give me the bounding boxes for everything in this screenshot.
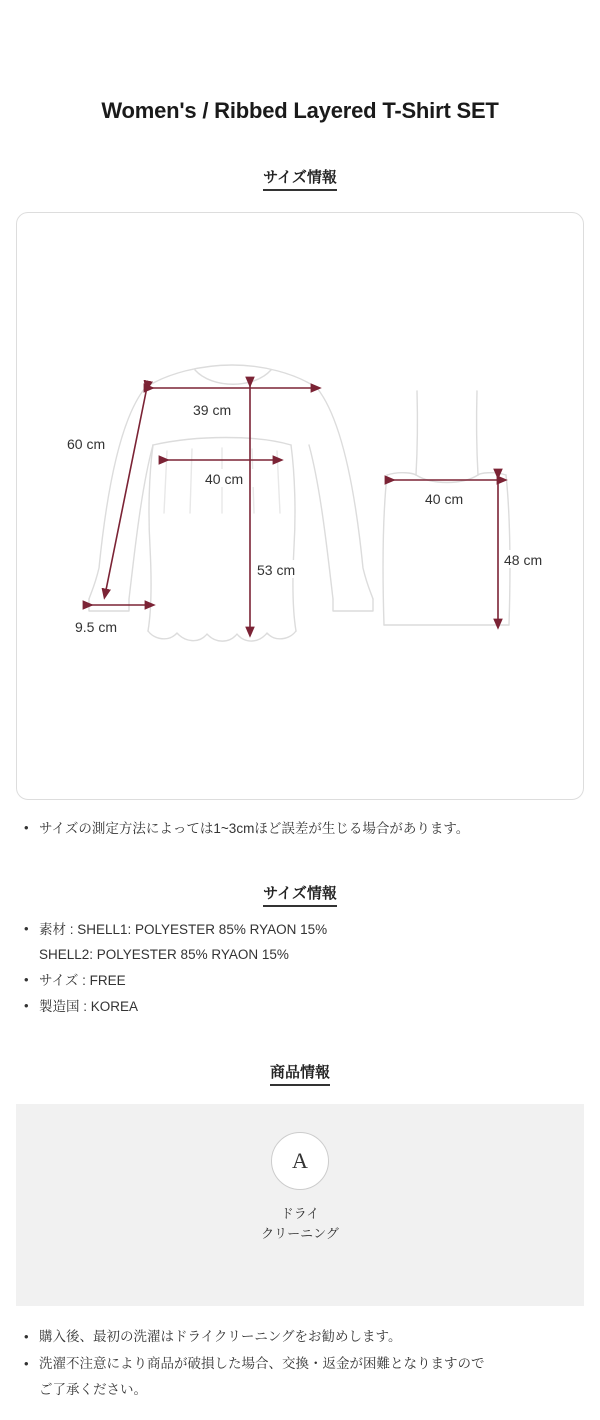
origin-text: 製造国 : KOREA <box>39 998 139 1014</box>
section-heading-product-info <box>16 1061 584 1082</box>
size-chart-diagram <box>16 212 584 800</box>
care-note-2-line2: ご了承ください。 <box>39 1381 147 1397</box>
measure-label-60cm: 60 cm <box>67 436 106 452</box>
section-heading-material-label: サイズ情報 <box>263 885 337 907</box>
care-note-2: 洗濯不注意により商品が破損した場合、交換・返金が困難となりますので <box>39 1355 485 1371</box>
list-item <box>21 917 584 968</box>
list-item <box>21 1351 584 1404</box>
measure-label-53cm: 53 cm <box>257 562 296 578</box>
size-notes-list <box>16 816 584 842</box>
measure-label-40cm-left: 40 cm <box>205 471 244 487</box>
dry-clean-icon <box>271 1132 329 1190</box>
measure-label-39cm: 39 cm <box>193 402 232 418</box>
care-inner <box>16 1132 584 1244</box>
measure-label-95cm: 9.5 cm <box>75 619 118 635</box>
care-note-1: 購入後、最初の洗濯はドライクリーニングをお勧めします。 <box>39 1329 402 1345</box>
care-instruction-panel <box>16 1104 584 1306</box>
list-item <box>21 1324 584 1350</box>
material-list <box>16 917 584 1020</box>
size-text: サイズ : FREE <box>39 972 126 988</box>
material-text-line2: SHELL2: POLYESTER 85% RYAON 15% <box>39 947 289 963</box>
material-text: 素材 : SHELL1: POLYESTER 85% RYAON 15% <box>39 921 328 937</box>
measure-label-40cm-right: 40 cm <box>425 491 464 507</box>
section-heading-size-info-label: サイズ情報 <box>263 169 337 191</box>
section-heading-product-info-label: 商品情報 <box>270 1064 330 1086</box>
care-label <box>16 1204 584 1244</box>
dry-clean-symbol-letter: A <box>292 1148 308 1174</box>
size-note-text: サイズの測定方法によっては1~3cmほど誤差が生じる場合があります。 <box>39 821 470 836</box>
section-heading-material <box>16 882 584 903</box>
care-label-line1: ドライ <box>280 1206 320 1222</box>
list-item <box>21 816 584 842</box>
care-notes-list <box>16 1324 584 1403</box>
list-item <box>21 994 584 1020</box>
measure-label-48cm: 48 cm <box>504 552 543 568</box>
page-title: Women's / Ribbed Layered T-Shirt SET <box>101 98 499 123</box>
list-item <box>21 968 584 994</box>
care-label-line2: クリーニング <box>261 1226 339 1242</box>
section-heading-size-info <box>16 166 584 187</box>
